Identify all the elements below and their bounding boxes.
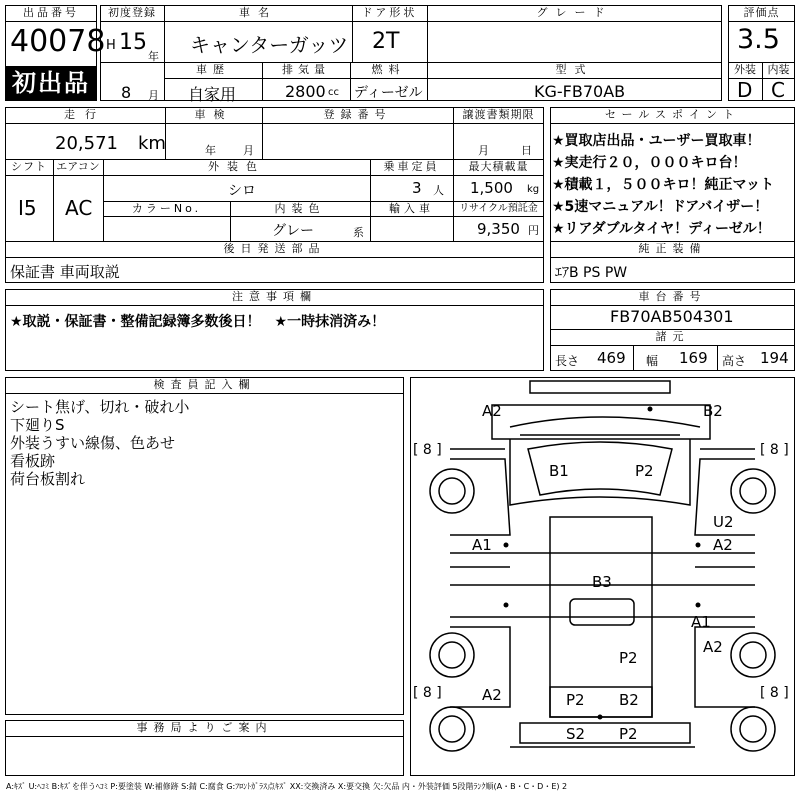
mileage-unit: km xyxy=(138,133,166,154)
sales-point-1: ★買取店出品・ユーザー買取車！ xyxy=(552,133,761,149)
reg-no-label: 登録番号 xyxy=(323,108,392,121)
int-color-label: 内装色 xyxy=(274,202,326,215)
width-value: 169 xyxy=(679,349,708,367)
notes-value: ★取説・保証書・整備記録簿多数後日！ ★一時抹消済み！ xyxy=(10,314,386,330)
era: H xyxy=(106,38,116,53)
sales-point-4: ★5速マニュアル！ドアバイザー！ xyxy=(552,199,769,215)
capacity-unit: 人 xyxy=(433,184,444,197)
mark-u2-right-door: U2 xyxy=(713,513,734,531)
later-parts-value: 保証書 車両取説 xyxy=(10,263,120,281)
mark-b1-windshield: B1 xyxy=(549,462,569,480)
inspector-line-5: 荷台板割れ xyxy=(10,470,86,488)
width-label: 幅 xyxy=(646,354,659,368)
ac-value: AC xyxy=(65,196,93,220)
later-parts-label: 後日発送部品 xyxy=(223,242,326,255)
int-color-value: グレー xyxy=(272,223,314,239)
inspector-line-1: シート焦げ、切れ・破れ小 xyxy=(10,398,190,416)
inspection-month-unit: 月 xyxy=(243,144,254,157)
sales-points-label: セールスポイント xyxy=(604,108,740,121)
car-name-label: 車名 xyxy=(239,6,277,19)
inspection-label: 車検 xyxy=(194,108,233,121)
mark-b2-rear-right: B2 xyxy=(619,691,639,709)
history-label: 車歴 xyxy=(196,63,230,76)
inspector-line-3: 外装うすい線傷、色あせ xyxy=(10,434,176,452)
mileage-value: 20,571 xyxy=(55,133,118,154)
first-reg-label: 初度登録 xyxy=(108,6,156,19)
chassis-value: FB70AB504301 xyxy=(610,307,734,326)
dims-label: 諸元 xyxy=(655,330,690,343)
int-grade-value: C xyxy=(771,78,785,102)
load-value: 1,500 xyxy=(470,179,513,197)
tire-label-front-right: [ 8 ] xyxy=(760,442,789,458)
height-value: 194 xyxy=(760,349,789,367)
transfer-month-unit: 月 xyxy=(478,144,489,157)
tire-label-front-left: [ 8 ] xyxy=(413,442,442,458)
mark-a2-right-door: A2 xyxy=(713,536,733,554)
inspector-line-2: 下廻りS xyxy=(10,416,65,434)
shift-label: シフト xyxy=(11,160,47,173)
displacement-unit: cc xyxy=(328,87,339,98)
year-unit: 年 xyxy=(148,50,159,63)
mileage-label: 走行 xyxy=(64,108,106,121)
int-grade-label: 内装 xyxy=(767,63,790,76)
office-label: 事務局よりご案内 xyxy=(136,721,273,734)
ext-color-label: 外装色 xyxy=(208,160,265,173)
load-unit: kg xyxy=(527,184,540,195)
transfer-day-unit: 日 xyxy=(521,144,532,157)
ext-color-value: シロ xyxy=(228,183,256,199)
import-label: 輸入車 xyxy=(389,202,434,215)
inspection-year-unit: 年 xyxy=(205,144,216,157)
recycle-label: リサイクル預託金 xyxy=(459,203,538,214)
tire-label-rear-right: [ 8 ] xyxy=(760,685,789,701)
transfer-label: 譲渡書類期限 xyxy=(462,108,535,121)
damage-legend: A:ｷｽﾞ U:ﾍｺﾐ B:ｷｽﾞを伴うﾍｺﾐ P:要塗装 W:補修跡 S:錆 C:腐食 G:ﾌﾛﾝﾄｶﾞﾗｽ点ｷｽﾞ XX:交換済み X:要交換 欠:欠品 内・外装評価 5段階ﾗﾝｸ順(A・B・C・D・E) 2 xyxy=(6,782,568,791)
displacement-label: 排気量 xyxy=(282,63,330,76)
first-reg-year: 15 xyxy=(119,30,147,55)
chassis-label: 車台番号 xyxy=(638,290,707,303)
inspector-label: 検査員記入欄 xyxy=(153,378,256,391)
length-label: 長さ xyxy=(555,354,580,368)
displacement-value: 2800 xyxy=(285,82,326,101)
mark-s2-bumper: S2 xyxy=(566,725,586,743)
door-value: 2T xyxy=(372,29,400,54)
car-name: キャンターガッツ xyxy=(190,33,349,57)
ext-grade-label: 外装 xyxy=(734,63,756,76)
height-label: 高さ xyxy=(722,354,747,368)
sales-point-5: ★リアダブルタイヤ！ディーゼル！ xyxy=(552,221,771,237)
score-value: 3.5 xyxy=(737,24,780,55)
mark-a2-left-rear: A2 xyxy=(482,686,502,704)
mark-p2-bumper: P2 xyxy=(619,725,638,743)
fuel-value: ディーゼル xyxy=(354,85,423,101)
lot-no-label: 出品番号 xyxy=(23,6,79,19)
model-label: 型式 xyxy=(555,63,594,76)
month-unit: 月 xyxy=(148,89,159,102)
model-value: KG-FB70AB xyxy=(534,82,626,101)
capacity-value: 3 xyxy=(412,179,422,197)
mark-b3-bed: B3 xyxy=(592,573,612,591)
recycle-value: 9,350 xyxy=(477,220,520,238)
equipment-value: ｴｱB PS PW xyxy=(555,265,628,281)
shift-value: I5 xyxy=(18,196,37,220)
notes-label: 注意事項欄 xyxy=(232,290,317,303)
first-listing-badge: 初出品 xyxy=(5,66,97,100)
first-reg-month: 8 xyxy=(121,83,132,102)
score-label: 評価点 xyxy=(743,6,780,19)
length-value: 469 xyxy=(597,349,626,367)
history-value: 自家用 xyxy=(188,85,237,104)
inspector-box xyxy=(5,377,404,715)
equipment-label: 純正装備 xyxy=(638,242,707,255)
mark-b2-front-right: B2 xyxy=(703,402,723,420)
mark-a1-left-door: A1 xyxy=(472,536,492,554)
door-label: ドア形状 xyxy=(361,6,418,19)
tire-label-rear-left: [ 8 ] xyxy=(413,685,442,701)
mark-p2-rear-left: P2 xyxy=(566,691,585,709)
mark-a2-front-left: A2 xyxy=(482,402,502,420)
recycle-unit: 円 xyxy=(528,224,539,237)
load-label: 最大積載量 xyxy=(468,160,529,173)
inspector-line-4: 看板跡 xyxy=(10,452,56,470)
mark-p2-bed: P2 xyxy=(619,649,638,667)
sales-point-2: ★実走行２０，０００キロ台！ xyxy=(552,155,747,171)
mark-p2-windshield: P2 xyxy=(635,462,654,480)
capacity-label: 乗車定員 xyxy=(383,160,440,173)
fuel-label: 燃料 xyxy=(371,63,406,76)
lot-no: 40078 xyxy=(10,24,106,59)
mark-a1-right-bed: A1 xyxy=(691,613,711,631)
grade-label: グレード xyxy=(536,6,613,19)
sales-point-3: ★積載１，５００キロ！純正マット xyxy=(552,177,774,193)
ac-label: エアコン xyxy=(56,160,100,173)
int-color-suffix: 系 xyxy=(353,226,364,239)
ext-grade-value: D xyxy=(737,78,753,102)
color-no-label: カラーNo. xyxy=(131,202,202,215)
mark-a2-right-rear: A2 xyxy=(703,638,723,656)
